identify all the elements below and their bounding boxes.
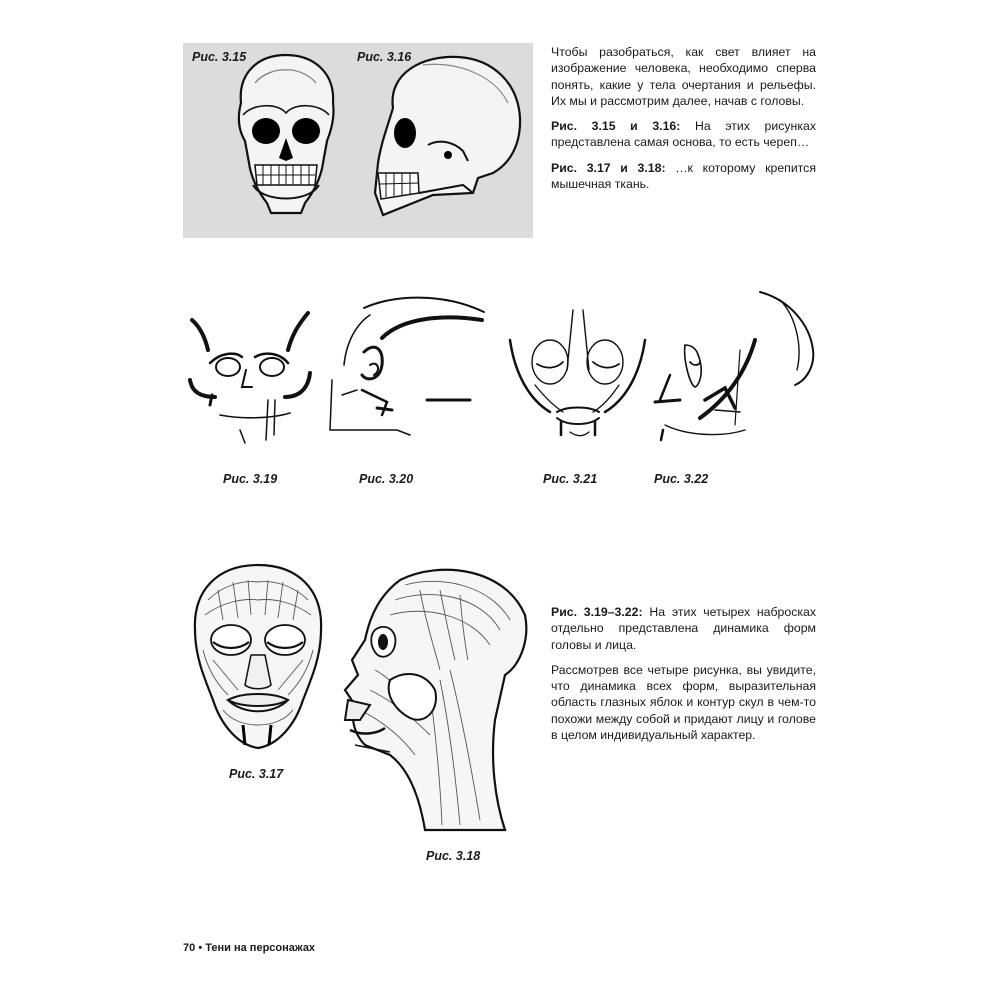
- fig-15-16-paragraph: [551, 118, 816, 151]
- caption-fig-3-16: Рис. 3.16: [357, 50, 412, 64]
- caption-fig-3-17: Рис. 3.17: [229, 767, 284, 781]
- caption-fig-3-20: Рис. 3.20: [359, 472, 414, 486]
- sketch-fig-3-22: [645, 290, 820, 450]
- section-title: Тени на персонажах: [205, 942, 316, 954]
- fig-19-22-label: Рис. 3.19–3.22:: [551, 605, 643, 619]
- fig-17-18-label: Рис. 3.17 и 3.18:: [551, 160, 666, 175]
- fig-19-22-text: На этих четырех набросках отдельно представлена динамика форм головы и лица.: [551, 605, 816, 652]
- caption-fig-3-22: Рис. 3.22: [654, 472, 709, 486]
- page-number: 70: [183, 942, 196, 954]
- sketch-fig-3-21: [505, 300, 655, 450]
- bottom-text-block: [551, 604, 816, 752]
- intro-paragraph: Чтобы разобраться, как свет влияет на изображение человека, необходимо сперва понять, какие у тела очертания и рельефы. Их мы и рассмотрим далее, начав с головы.: [551, 45, 816, 108]
- caption-fig-3-15: Рис. 3.15: [192, 50, 247, 64]
- fig-19-22-paragraph: [551, 604, 816, 653]
- fig-15-16-text: На этих рисунках представлена самая основа, то есть череп…: [551, 119, 816, 150]
- muscle-face-front-illustration: [183, 560, 333, 760]
- caption-fig-3-18: Рис. 3.18: [426, 849, 481, 863]
- sketch-fig-3-19: [180, 305, 320, 455]
- conclusion-paragraph: Рассмотрев все четыре рисунка, вы увидите, что динамика всех форм, выразительная область глазных яблок и контур скул в чем-то похожи между собой и придают лицу и голове в целом индивидуальный характер.: [551, 662, 816, 743]
- fig-15-16-label: Рис. 3.15 и 3.16:: [551, 119, 681, 134]
- top-text-block: [551, 44, 816, 201]
- page-footer: [183, 942, 315, 954]
- fig-17-18-paragraph: [551, 160, 816, 193]
- side-skull-illustration: [183, 43, 533, 238]
- fig-17-18-text: …к которому крепится мышечная ткань.: [551, 160, 816, 192]
- sketch-fig-3-20: [322, 290, 492, 450]
- muscle-head-side-illustration: [330, 560, 530, 830]
- footer-bullet: •: [198, 942, 203, 954]
- caption-fig-3-19: Рис. 3.19: [223, 472, 278, 486]
- caption-fig-3-21: Рис. 3.21: [543, 472, 598, 486]
